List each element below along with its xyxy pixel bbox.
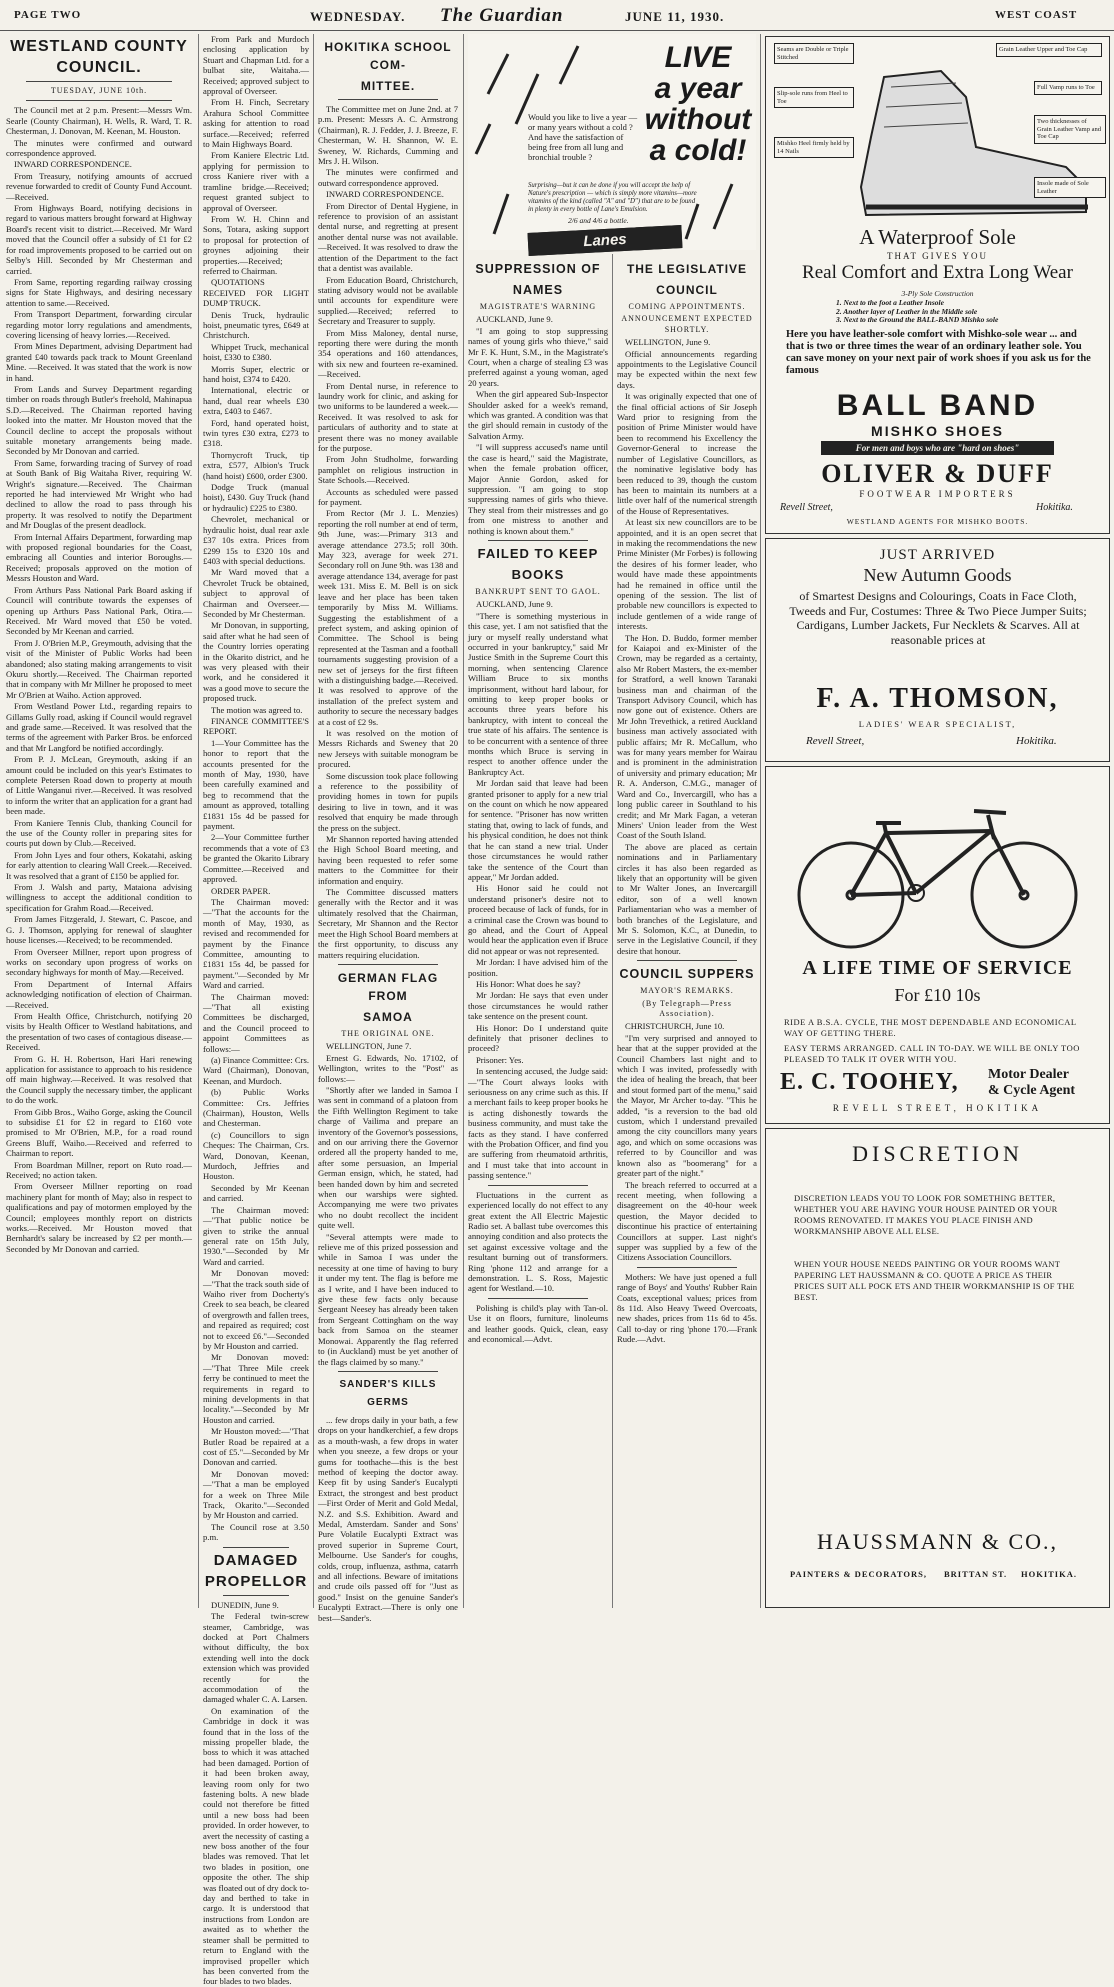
lanes-headline-3: without	[644, 103, 752, 136]
paragraph: From Transport Department, forwarding circular regarding motor lorry regulations and amendments, covering licensing of heavy lorries.—Received.	[6, 309, 192, 340]
dealer-name: OLIVER & DUFF	[821, 459, 1054, 488]
paragraph: Chevrolet, mechanical or hydraulic hoist, dual rear axle £37 10s extra. Prices from £299 15s to £320 10s and £403 with special deductions.	[203, 514, 309, 566]
sanders-headline: SANDER'S KILLS GERMS	[339, 1378, 437, 1408]
discretion-body-2: WHEN YOUR HOUSE NEEDS PAINTING OR YOUR ROOMS WANT PAPERING LET HAUSSMANN & CO. QUOTE A PRICE AS THEIR PRICES SUIT ALL POCK ETS AND THEIR WORKMANSHIP IS OF THE BEST.	[794, 1259, 1075, 1302]
paragraph: From James Fitzgerald, J. Stewart, C. Pascoe, and G. J. Thomson, applying for renewal of slaughter house licenses.—Received; to be recommended.	[6, 914, 192, 946]
paragraph: WELLINGTON, June 7.	[326, 1041, 412, 1052]
bsa-price: For £10 10s	[894, 985, 981, 1005]
paragraph: From Park and Murdoch enclosing application by Stuart and Chapman Ltd. for a bulbat site, Waitaha.—Received; approved subject to approval of Overseer.	[203, 34, 309, 97]
headline-school-2: MITTEE.	[360, 79, 416, 93]
paragraph: Accounts as scheduled were passed for payment.	[318, 486, 458, 508]
headline-propellor-2: PROPELLOR	[204, 1572, 308, 1590]
paragraph: (b) Public Works Committee: Crs. Jeffries (Chairman), Houston, Wells and Chesterman.	[203, 1087, 309, 1129]
sole-layer: 2. Another layer of Leather in the Middle sole	[836, 306, 978, 316]
paragraph: "Shortly after we landed in Samoa I was sent in command of a platoon from the Fifth Wellington Regiment to take charge of Vailima and prepare an inventory of the Governor's possessions, and on our arriving there the Governor ordered all the property handed to me, after some persuasion, an Imperial German ensign, which, he stated, had been handed down by him and secreted when our warships were sighted. Accompanying me were two privates who no doubt recollect the incident quite well.	[318, 1084, 458, 1231]
paragraph: From Department of Internal Affairs acknowledging notification of election of Chairman.—Received.	[6, 978, 192, 1010]
thomson-advert	[765, 538, 1110, 762]
paragraph: His Honor: Do I understand quite definitely that prisoner declines to proceed?	[468, 1022, 608, 1054]
haussmann-advert	[765, 1128, 1110, 1608]
paragraph: From Lands and Survey Department regarding timber on roads through Butler's freehold, Mahinapua S.D.—Received. The Chairman reported having looked into the matter. Mr Houston moved that the Council decline to accept the proposals without suitable monetary arrangements being made. Seconded by Mr Donovan and carried.	[6, 383, 192, 457]
lanes-headline-2: a year	[654, 72, 742, 105]
paragraph: "I will suppress accused's name until the case is heard," said the Magistrate, when the female probation officer, Major Annie Gordon, asked for suppression. "I am going to stop suppressing names of girls who thieve. They steal from their mistresses and go from one mistress to another and nothing is known about them."	[468, 442, 608, 536]
thomson-name: F. A. THOMSON,	[816, 683, 1059, 714]
ballband-advert	[765, 36, 1110, 534]
headline-westland-1: WESTLAND COUNTY	[10, 38, 188, 55]
paragraph: From P. J. McLean, Greymouth, asking if an amount could be included on this year's Estimates to complete Petersen Road down to property at mouth of Little Wanganui river.—Received. It was resolved to inform the writer that an application for a grant had been made.	[6, 754, 192, 817]
paragraph: At least six new councillors are to be appointed, and it is an open secret that in making the recommendations the new Prime Minister (Mr Forbes) is following the desires of his former leader, who would have made these appointments had he remained in office until the opening of the session. The list of probable new councillors is expected to include gentlemen of a wide range of interests.	[617, 517, 757, 632]
paragraph: From Westland Power Ltd., regarding repairs to Gillams Gully road, asking if Council would regravel and grade same.—Received. It was resolved that the terms of the agreement with Parker Bros. be enforced and that Mr Langford be notified accordingly.	[6, 701, 192, 753]
headline-flag-1: GERMAN FLAG FROM	[337, 970, 439, 1003]
headline-legislative-1: THE LEGISLATIVE	[626, 262, 748, 276]
paragraph: ORDER PAPER.	[211, 885, 271, 896]
boot-label: Mishko Heel firmly held by 14 Nails	[774, 137, 854, 158]
paragraph: From Health Office, Christchurch, notifying 20 visits by Health Officer to Westland habitations, and the presentation of two cases of contagious disease.—Received.	[6, 1010, 192, 1053]
dealer-agents: WESTLAND AGENTS FOR MISHKO BOOTS.	[846, 517, 1029, 526]
paragraph: INWARD CORRESPONDENCE.	[14, 159, 132, 170]
paragraph: In sentencing accused, the Judge said:—"The Court always looks with seriousness on any crime such as this. If a merchant fails to keep proper books he is acting dishonestly towards the business community, and must take the facts as they stand. I have conferred with the Probation Officer, and find you are suffering from rheumatoid arthritis, and I must take that into account in passing sentence."	[468, 1066, 608, 1181]
column-five	[617, 256, 757, 1608]
boot-body: Here you have leather-sole comfort with Mishko-sole wear ... and that is two or three times the wear of an ordinary leather sole. You can save money on your next pair of work shoes if you ask us for the famous	[786, 329, 1091, 376]
thomson-spec: LADIES' WEAR SPECIALIST,	[858, 719, 1017, 729]
column-rule	[198, 34, 199, 1608]
radio-paragraph: Fluctuations in the current as experienced locally do not effect to any great extent the All Electric Majestic Radio set. A ballast tube overcomes this annoying condition and also protects the set against excessive voltage and the resultant burning out of transformers. Ring 'phone 112 and arrange for a demonstration. L. S. Ross, Majestic agent for Westland.—10.	[468, 1189, 608, 1294]
haussmann-street: BRITTAN ST.	[944, 1569, 1008, 1579]
paragraph: From Highways Board, notifying decisions in regard to various matters brought forward at Highway Board's recent visit to district.—Received. Mr Ward moved that the Council offer a subsidy of £1 for £2 for road improvements proposed to be carried out on Selby's Hill. Seconded by Mr Chesterman and carried.	[6, 203, 192, 276]
paragraph: Mr Jordan said that leave had been granted prisoner to apply for a new trial on the count on which he now appeared for sentence. "Prisoner has now written stating that, owing to lack of funds, and his physical condition, he does not think that he can stand a new trial. Under those circumstances he would rather take the sentence of the Court than appear," Mr Jordan added.	[468, 778, 608, 882]
boot-headline: A Waterproof Sole	[859, 225, 1016, 249]
lanes-advert	[468, 34, 756, 250]
paragraph: (a) Finance Committee: Crs. Ward (Chairman), Donovan, Keenan, and Murdoch.	[203, 1055, 309, 1086]
paragraph: Prisoner: Yes.	[476, 1054, 524, 1065]
column-rule	[313, 34, 314, 1608]
divider	[338, 964, 438, 965]
divider	[637, 960, 737, 961]
article-body	[468, 314, 608, 536]
lanes-body: Surprising—but it can be done if you will accept the help of Nature's prescription — which is simply more vitamins—more vitamins of the kind (called "A" and "D") that are to be found in plenty in every bottle of Lane's Emulsion.	[528, 182, 697, 213]
boot-label: Slip-sole runs from Heel to Toe	[774, 87, 854, 108]
paragraph: FINANCE COMMITTEE'S REPORT.	[203, 716, 309, 737]
column-rule	[612, 254, 613, 1608]
haussmann-name: HAUSSMANN & CO.,	[816, 1529, 1059, 1554]
paragraph: From Kaniere Tennis Club, thanking Council for the use of the County roller in preparing sites for courts put down by Club.—Received.	[6, 817, 192, 849]
article-body	[203, 34, 309, 1543]
sole-layer: 1. Next to the foot a Leather Insole	[836, 298, 944, 307]
paragraph: The Federal twin-screw steamer, Cambridge, was docked at Port Chalmers without difficulty, the box extending well into the dock extension which was provided recently for the accommodation of the damaged whaler C. A. Larsen.	[203, 1611, 309, 1705]
bicycle-icon	[766, 775, 1109, 955]
article-body	[617, 1021, 757, 1262]
haussmann-town: HOKITIKA.	[1021, 1569, 1077, 1579]
paragraph: From W. H. Chinn and Sons, Totara, asking support to proposal for protection of groynes adjoining their properties.—Received; referred to Chairman.	[203, 213, 309, 276]
article-body	[468, 599, 608, 1180]
headline-suppression-2: NAMES	[512, 283, 564, 297]
masthead-title: The Guardian	[440, 5, 564, 26]
paragraph: On examination of the Cambridge in dock it was found that in the loss of the missing propeller blade, the boss to which it was attached had been damaged. Portion of it had been broken away, leaving room only for two fastening bolts. A new blade could not therefore be fitted until a new boss had been provided. In order however, to avert the necessity of casting a new boss another of the four blades was removed. That let two blades in position, one opposite the other. The ship was floated out of dry dock to-day and berthed to take in cargo. It is understood that instructions from London are awaited as to whether the steamer shall be permitted to return to England with the improvised propeller which has been converted from the four blades to two blades.	[203, 1705, 309, 1987]
paragraph: From Gibb Bros., Waiho Gorge, asking the Council to subsidise £1 for £2 in regard to £160 vote promised to Mr O'Brien, M.P., for a road round Greens Bluff, Waiho.—Received and referred to Chairman to report.	[6, 1106, 192, 1159]
sanders-text: ... few drops daily in your bath, a few drops on your handkerchief, a few drops as a mouth-wash, a few drops in water when you sneeze, a few drops or your gums for toothache—this is the best method of keeping the doctor away. Keep fit by using Sander's Eucalypti Extract, the strongest and best product—First Order of Merit and Gold Medal, N.Z. and S.S. Exhibition. Award and Medal, Amsterdam. Sander and Sons' Pure Volatile Eucalypti Extract was proved superior in Supreme Court, Melbourne. Use Sander's for coughs, colds, croup, influenza, asthma, catarrh and all infections. Beware of imitations and crude oils passed off for "Just as good." Insist on the genuine Sander's Eucalypti Extract.—There is only one best—Sander's.	[318, 1414, 458, 1623]
paragraph: The minutes were confirmed and outward correspondence approved.	[318, 167, 458, 188]
column-county-council	[6, 34, 192, 1608]
paragraph: Ernest G. Edwards, No. 17102, of Wellington, writes to the "Post" as follows:—	[318, 1052, 458, 1084]
subheading: BANKRUPT SENT TO GAOL.	[475, 586, 601, 596]
paragraph: From Kaniere Electric Ltd. applying for permission to cross Kaniere river with a tramline bridge.—Received; request granted subject to approval of Overseer.	[203, 150, 309, 213]
boot-label: Grain Leather Upper and Toe Cap	[996, 43, 1102, 57]
paragraph: (c) Councillors to sign Cheques: The Chairman, Crs. Ward, Donovan, Keenan, Murdoch, Jeffries and Houston.	[203, 1129, 309, 1182]
paragraph: Mr Donovan moved:—"That Three Mile creek ferry be continued to meet the requirements in regard to mining developments in that locality."—Seconded by Mr Houston and carried.	[203, 1352, 309, 1425]
bsa-headline: A LIFE TIME OF SERVICE	[802, 957, 1073, 979]
paragraph: Mr Shannon reported having attended the High School Board meeting, and having been requested to refer some matters to the Committee for their information and enquiry.	[318, 834, 458, 886]
paragraph: From Mines Department, advising Department had granted £40 towards pack track to Mount Greenland Mine. —Received. It was stated that the work is now in hand.	[6, 341, 192, 383]
paragraph: Denis Truck, hydraulic hoist, pneumatic tyres, £649 at Christchurch.	[203, 309, 309, 341]
paragraph: International, electric or hand, dual rear wheels £30 extra, £403 to £467.	[203, 385, 309, 417]
dealer-sub: FOOTWEAR IMPORTERS	[859, 489, 1016, 499]
paragraph: Seconded by Mr Keenan and carried.	[203, 1182, 309, 1204]
headline-propellor-1: DAMAGED	[213, 1551, 299, 1569]
paragraph: From Treasury, notifying amounts of accrued revenue forwarded to credit of County Fund Account.—Received.	[6, 170, 192, 202]
mothers-paragraph: Mothers: We have just opened a full range of Boys' and Youths' Rubber Rain Coats, exceptional values; prices from 8s 11d. Also Heavy Tweed Overcoats, new shades, prices from 11s 6d to 45s. Call to-day or ring 'phone 170.—Frank Rude.—Advt.	[617, 1271, 757, 1345]
haussmann-trade: PAINTERS & DECORATORS,	[790, 1569, 928, 1579]
column-three	[318, 34, 458, 1623]
toohey-role-1: Motor Dealer	[988, 1067, 1069, 1082]
sole-layer: 3. Next to the Ground the BALL-BAND Mishko sole	[836, 315, 999, 324]
paragraph: His Honor: What does he say?	[476, 978, 581, 989]
paragraph: The above are placed as certain nominations and in Parliamentary circles it has also been regarded as likely that an opportunity will be given to Mr Walter Jones, an Invercargill editor, son of a well known Parliamentarian who was a member of both branches of the Legislature, and Mr S. Solomon, K.C., at Dunedin, to serve in the Legislative Council, if they desire that honour.	[617, 841, 757, 956]
paragraph: The breach referred to occurred at a recent meeting, when following a disagreement on the 40-hour week question, the Mayor decided to discontinue his practice of entertaining Councillors at supper. Last night's supper was supplied by a few of the Citizens Association Councillors.	[617, 1179, 757, 1263]
paragraph: Some discussion took place following a reference to the possibility of providing homes in town for pupils desiring to live in town, and it was resolved that enquiry be made through the press on the subject.	[318, 770, 458, 833]
dealer-street: Revell Street,	[780, 502, 833, 513]
paragraph: "I'm very surprised and annoyed to hear that at the supper provided at the Council Chambers last night and to which I was invited, professedly with the idea of healing the breach, that beer and stout formed part of the menu," said the Mayor, Mr Archer to-day. "This he added, "is a reversion to the bad old custom, which I understand prevailed among the city councillors many years ago, and which on some occasions was referred to by Councillor and was known also as "boomerang" for a greater part of the night."	[617, 1032, 757, 1179]
divider	[488, 1298, 588, 1299]
paragraph: From J. Walsh and party, Mataiona advising willingness to accept the additional condition to specification for Grahm Road.—Received.	[6, 882, 192, 913]
paragraph: "I am going to stop suppressing names of young girls who thieve," said Mr F. K. Hunt, S.M., in the Magistrate's Court, when a charge of stealing £3 was preferred against a young woman, aged 20 years.	[468, 325, 608, 388]
divider	[488, 540, 588, 541]
divider	[26, 100, 172, 101]
paragraph: From Rector (Mr J. L. Menzies) reporting the roll number at end of term, 9th June, was:—Primary 313 and average attendance 273.5; roll 30th. May 323, average for week 271. Secondary roll on June 9th. was 138 and average attendance 134, average for past week 131. Miss E. M. Bell is on sick leave and her place has been taken temporarily by Miss M. Williams. Suggesting the establishment of a prefect system, and asking opinion of Committee. The School is being represented at the Tasman and a football tournaments suggesting provision of a new set of jerseys for the first fifteen with a distinguishing badge.—Received. It was resolved to approve of the installation of the prefect system and authority to secure the necessary badges at a cost of £2 9s.	[318, 508, 458, 727]
paragraph: From Same, forwarding tracing of Survey of road at South Bank of Big Waitaha River, requiring W. Wright's signature.—Received. The Chairman reported he had interviewed Mr Wright who had declined to allow the road to pass through his property. It was resolved to notify the Department and Mr Douglas of the present deadlock.	[6, 457, 192, 531]
column-two	[203, 34, 309, 1987]
bsa-advert	[765, 766, 1110, 1124]
paragraph: INWARD CORRESPONDENCE.	[326, 189, 444, 200]
paragraph: Mr Ward moved that a Chevrolet Truck be obtained, subject to approval of Chairman and Overseer.—Seconded by Mr Chesterman.	[203, 567, 309, 619]
boot-headline-2: Real Comfort and Extra Long Wear	[802, 262, 1073, 283]
paragraph: From Miss Maloney, dental nurse, reporting there were during the month 354 operations and 160 attendances, with six new and fourteen re-examined.—Received.	[318, 327, 458, 380]
divider	[223, 1547, 289, 1548]
boot-sub: THAT GIVES YOU	[887, 251, 988, 261]
paragraph: From Overseer Millner reporting on road machinery plant for month of May; also in respect to qualifications and pay of motormen employed by the Council; employees monthly report on districts works.—Received. Mr Houston moved that Bernhardt's salary be increased by £2 per month.—Seconded by Mr Donovan and carried.	[6, 1181, 192, 1254]
discretion-body: DISCRETION LEADS YOU TO LOOK FOR SOMETHING BETTER, WHETHER YOU ARE HAVING YOUR HOUSE PAINTED OR YOUR ROOMS RENOVATED. IT MAKES YOU PLACE FINISH AND WORKMANSHIP ABOVE ALL ELSE.	[794, 1193, 1058, 1236]
thomson-street: Revell Street,	[806, 735, 865, 747]
boot-label: Seams are Double or Triple Stitched	[774, 43, 854, 64]
lanes-logo: Lanes	[528, 225, 683, 256]
toohey-address: REVELL STREET, HOKITIKA	[832, 1103, 1043, 1113]
dealer-town: Hokitika.	[1036, 502, 1073, 513]
paragraph: Mr Donovan, in supporting, said after what he had seen of the Country lorries operating in the Okarito district, and he was very pleased with their work, and he considered it was a good move to secure the proposed truck.	[203, 620, 309, 704]
paragraph: From Director of Dental Hygiene, in reference to provision of an assistant dental nurse, and regretting at present another dental nurse was not available.—Received. It was resolved to draw the attention of the Department to the fact that a dentist was available.	[318, 200, 458, 274]
lanes-headline	[643, 42, 753, 166]
paragraph: WELLINGTON, June 9.	[625, 337, 711, 348]
press-credit: (By Telegraph—Press Association).	[642, 998, 732, 1018]
paragraph: Mr Donovan moved:—"That a man be employed for a week on Three Mile Track, Okarito."—Seconded by Mr Houston and carried.	[203, 1468, 309, 1521]
paragraph: From H. Finch, Secretary Arahura School Committee asking for attention to road surface.—Received; referred to Main Highways Board.	[203, 97, 309, 150]
toohey-name: E. C. TOOHEY,	[780, 1069, 959, 1095]
paragraph: The motion was agreed to.	[211, 704, 303, 715]
paragraph: Mr Donovan moved:—"That the track south side of Waiho river from Docherty's Creek to sea beach, be cleared of overgrowth and fallen trees, and repaired as required; cost not to exceed £6."—Seconded by Mr Houston and carried.	[203, 1268, 309, 1351]
subheading: THE ORIGINAL ONE.	[341, 1028, 435, 1038]
thomson-body: of Smartest Designs and Colourings, Coats in Face Cloth, Tweeds and Fur, Costumes: Three & Two Piece Jumper Suits; Cardigans, Lumber Jackets, Fur Necklets & Scarves. All at reasonable prices at	[789, 589, 1087, 647]
paragraph: From J. O'Brien M.P., Greymouth, advising that the visit of the Minister of Public Works had been abandoned; also stating making arrangements to visit Okuru shortly.—Received. The Chairman reported that in company with Mr Millner he proposed to meet Mr O'Brien at Waiho. Action approved.	[6, 637, 192, 700]
paragraph: QUOTATIONS RECEIVED FOR LIGHT DUMP TRUCK.	[203, 277, 309, 309]
paragraph: 2—Your Committee further recommends that a vote of £3 be granted the Okarito Library Committee.—Received and approved.	[203, 832, 309, 885]
paragraph: From Overseer Millner, report upon progress of works on secondary upon progress of works on secondary highways for month of May.—Received.	[6, 946, 192, 978]
divider	[338, 1371, 438, 1372]
paragraph: AUCKLAND, June 9.	[476, 599, 553, 610]
boot-label: Two thicknesses of Grain Leather Vamp and Toe Cap	[1034, 115, 1106, 144]
divider	[223, 1595, 289, 1596]
lanes-question: Would you like to live a year — or many years without a cold ? And have the satisfaction of being free from all lung and bronchial trouble ?	[528, 112, 638, 162]
headline-books-1: FAILED TO KEEP	[477, 545, 599, 561]
paragraph: The Committee discussed matters generally with the Rector and it was ultimately resolved that the Chairman, Secretary, Mr Shannon and the Rector meet the High School Board members at the first opportunity, to discuss any matters requiring elucidation.	[318, 887, 458, 960]
sole-layers	[836, 299, 1096, 325]
headline-suppression-1: SUPPRESSION OF	[475, 262, 601, 276]
article-body	[203, 1600, 309, 1987]
paragraph: DUNEDIN, June 9.	[211, 1599, 279, 1610]
boot-tagline: For men and boys who are "hard on shoes"	[821, 441, 1054, 455]
paragraph: His Honor said he could not understand prisoner's desire not to proceed because of lack of funds, for in a criminal case the Crown was bound to go ahead, and the Court of Appeal would hear the application even if Bruce did not appear or was not represented.	[468, 883, 608, 956]
paragraph: 1—Your Committee has the honor to report that the accounts presented for the month of May, 1930, have been carefully examined and beg to recommend that the amount as approved, totalling £1831 15s 4d be passed for payment.	[203, 737, 309, 832]
ballband-logo: BALL BAND	[836, 389, 1039, 422]
toohey-role-2: & Cycle Agent	[988, 1083, 1076, 1098]
paragraph: AUCKLAND, June 9.	[476, 314, 553, 325]
column-rule	[760, 34, 761, 1608]
thomson-goods: New Autumn Goods	[863, 565, 1012, 585]
paragraph: "There is something mysterious in this case, yet. I am not satisfied that the jury or myself really understand what occurred in your bankruptcy," said Mr Justice Smith in the Supreme Court this morning, when sentencing Clarence William Bruce to six months imprisonment, without hard labour, for omitting to keep proper books or accounts three years before his bankruptcy, with intent to conceal the true state of his affairs. The sentence is to be concurrent with a sentence of three months which Bruce is serving in respect to another offence under the Bankruptcy Act.	[468, 610, 608, 777]
paragraph: From Boardman Millner, report on Ruto road.—Received; no action taken.	[6, 1159, 192, 1181]
masthead	[0, 0, 1114, 31]
divider	[488, 1185, 588, 1186]
paragraph: From Education Board, Christchurch, stating advisory would not be available until accounts for expenditure were supplied.—Received; referred to Secretary and Treasurer to supply.	[318, 274, 458, 327]
article-body	[318, 104, 458, 960]
subheading: MAYOR'S REMARKS.	[640, 986, 734, 996]
paragraph: "Several attempts were made to relieve me of this prized possession and while in Samoa I was under the necessity at one time of having to bury it under my tent. The flag is before me as I write, and I have been induced to give these few facts only because Sergeant Neesey has already been taken from Sergeant Cottingham on the way back from Samoa on the steamer Monowai. Apparently the flag referred to (in Auckland) must be yet another of the flags claimed by so many."	[318, 1231, 458, 1367]
article-body	[318, 1041, 458, 1367]
lanes-headline-1: LIVE	[664, 41, 732, 74]
headline-flag-2: SAMOA	[363, 1009, 413, 1024]
tanol-paragraph: Polishing is child's play with Tan-ol. Use it on floors, furniture, linoleums and leather goods. Quick, clean, easy and economical.—Advt.	[468, 1302, 608, 1344]
paragraph: From Internal Affairs Department, forwarding map with proposed regional boundaries for the Coast, embracing all Counties and interior Boroughs.—Received; proposals approved on the motion of Messrs Houston and Ward.	[6, 531, 192, 584]
paragraph: The Chairman moved:—"That the accounts for the month of May, 1930, as revised and recommended for payment by the Finance Committee, amounting to £1831 15s 4d, be passed for payment."—Seconded by Mr Ward and carried.	[203, 896, 309, 991]
headline-school-1: HOKITIKA SCHOOL COM-	[324, 40, 452, 72]
thomson-town: Hokitika.	[1016, 735, 1057, 747]
paragraph: Mr Houston moved:—"That Butler Road be repaired at a cost of £5."—Seconded by Mr Donovan and carried.	[203, 1426, 309, 1468]
paragraph: From Dental nurse, in reference to laundry work for clinic, and asking for two uniforms to be laundered a week.—Received. It was resolved to ask for particulars of authority and to state at present there was no money available for the purpose.	[318, 380, 458, 453]
page-number: PAGE TWO	[14, 9, 82, 21]
headline-books-2: BOOKS	[511, 566, 565, 582]
paragraph: Mr Jordan: He says that even under those circumstances he would rather take sentence on the present count.	[468, 990, 608, 1022]
paragraph: Mr Jordan: I have advised him of the position.	[468, 957, 608, 978]
paragraph: It was originally expected that one of the final official actions of Sir Joseph Ward prior to resigning from the position of Prime Minister would have been to recommend his Excellency the Governor-General to increase the number of Legislative Councillors, as the nominative legislative body has been reduced to 39, though the custom has been to maintain its numbers at a little over half of the numerical strength of the House of Representatives.	[617, 391, 757, 516]
masthead-day: WEDNESDAY.	[310, 9, 406, 24]
dateline: TUESDAY, JUNE 10th.	[50, 86, 148, 95]
lanes-headline-4: a cold!	[649, 134, 747, 167]
lanes-price: 2/6 and 4/6 a bottle.	[568, 216, 629, 225]
paragraph: Morris Super, electric or hand hoist, £374 to £420.	[203, 363, 309, 384]
paragraph: From John Studholme, forwarding pamphlet on religious instruction in State Schools.—Received.	[318, 454, 458, 486]
boot-construction: 3-Ply Sole Construction	[901, 289, 974, 298]
headline-legislative-2: COUNCIL	[656, 283, 718, 297]
headline-westland-2: COUNCIL.	[56, 59, 142, 76]
headline-suppers: COUNCIL SUPPERS	[619, 967, 755, 982]
mishko-logo: MISHKO SHOES	[871, 423, 1004, 439]
subheading: ANNOUNCEMENT EXPECTED SHORTLY.	[621, 314, 753, 334]
paragraph: The Committee met on June 2nd. at 7 p.m. Present: Messrs A. C. Armstrong (Chairman), R. J. Fedder, J. J. Breeze, F. Chesterman, W. H. Shannon, W. E. Sweney, W. Richards, Cumming and Mrs J. H. Wilson.	[318, 104, 458, 167]
paragraph: From John Lyes and four others, Kokatahi, asking for early attention to clearing Wall Creek.—Received. It was resolved that a grant of £150 be applied for.	[6, 849, 192, 881]
column-four	[468, 256, 608, 1608]
bsa-terms: EASY TERMS ARRANGED. CALL IN TO-DAY. WE WILL BE ONLY TOO PLEASED TO TALK IT OVER WITH YOU.	[784, 1043, 1080, 1064]
paragraph: The Council rose at 3.50 p.m.	[203, 1521, 309, 1543]
divider	[637, 1267, 737, 1268]
paragraph: The minutes were confirmed and outward correspondence approved.	[6, 137, 192, 159]
paragraph: The Hon. D. Buddo, former member for Kaiapoi and ex-Minister of the Crown, may be regarded as a certainty, also Mr Robert Masters, the ex-member for Stratford, a well known Taranaki business man and chairman of the Transport Advisory Council, which has now gone out of existence. Others are Mr John Trevethick, a retired Auckland business man actively associated with public affairs; Mr R. McCallum, who was for many years member for Wairau and is prominent in the administration of university and primary education; Mr R. A. Anderson, C.M.G., manager of Ward and Co., Invercargill, who has a long public career in Southland to his credit; and Mr Mark Fagan, a veteran Miners' Union leader from the West Coast of the South Island.	[617, 632, 757, 841]
boot-label: Full Vamp runs to Toe	[1034, 81, 1102, 95]
paragraph: It was resolved on the motion of Messrs Richards and Sweney that 20 new Jerseys with suitable monogram be procured.	[318, 727, 458, 770]
subheading: COMING APPOINTMENTS.	[628, 302, 746, 311]
paragraph: When the girl appeared Sub-Inspector Shoulder asked for a week's remand, which was granted. A condition was that the girl should remain in custody of the Salvation Army.	[468, 389, 608, 441]
paragraph: The Chairman moved:—"That all existing Committees be discharged, and the Council proceed to appoint Committees as follows:—	[203, 991, 309, 1054]
column-rule	[463, 34, 464, 1608]
masthead-region: WEST COAST	[995, 9, 1078, 21]
boot-label: Insole made of Sole Leather	[1034, 177, 1106, 198]
article-body	[617, 337, 757, 956]
paragraph: From G. H. H. Robertson, Hari Hari renewing application for assistance to approach to his residence off main highway.—Received. It was resolved that the Council supply the necessary timber, the applicant to do the work.	[6, 1053, 192, 1106]
divider	[338, 99, 438, 100]
paragraph: From Arthurs Pass National Park Board asking if Council will contribute towards the expenses of opening up Arthurs Pass National Park, Otira.—Received. Mr Ward moved that £50 be voted. Seconded by Mr Keenan and carried.	[6, 584, 192, 637]
masthead-date: JUNE 11, 1930.	[625, 9, 725, 24]
subheading: MAGISTRATE'S WARNING	[479, 302, 597, 311]
paragraph: Whippet Truck, mechanical hoist, £330 to £380.	[203, 341, 309, 363]
bsa-body: RIDE A B.S.A. CYCLE, THE MOST DEPENDABLE AND ECONOMICAL WAY OF GETTING THERE.	[784, 1017, 1077, 1038]
article-body	[6, 105, 192, 1254]
paragraph: The Council met at 2 p.m. Present:—Messrs Wm. Searle (County Chairman), H. Wells, R. Ward, T. R. Chesterman, J. Donovan, M. Keenan, M. Houston.	[6, 105, 192, 137]
divider	[26, 81, 172, 82]
paragraph: The Chairman moved:—"That public notice be given to strike the annual general rate on 15th July, 1930."—Seconded by Mr Ward and carried.	[203, 1204, 309, 1267]
paragraph: Dodge Truck (manual hoist), £430. Guy Truck (hand or hydraulic) £225 to £380.	[203, 482, 309, 513]
thomson-arrived: JUST ARRIVED	[879, 547, 996, 563]
paragraph: From Same, reporting regarding railway crossing signs for State Highways, and desiring necessary attention to same.—Received.	[6, 276, 192, 308]
paragraph: Thornycroft Truck, tip extra, £577, Albion's Truck (hand hoist) £600, order £300.	[203, 449, 309, 481]
paragraph: Official announcements regarding appointments to the Legislative Council may be expected within the next few days.	[617, 348, 757, 390]
paragraph: CHRISTCHURCH, June 10.	[625, 1021, 725, 1032]
paragraph: Ford, hand operated hoist, twin tyres £30 extra, £273 to £318.	[203, 417, 309, 449]
discretion-headline: DISCRETION	[852, 1141, 1023, 1166]
